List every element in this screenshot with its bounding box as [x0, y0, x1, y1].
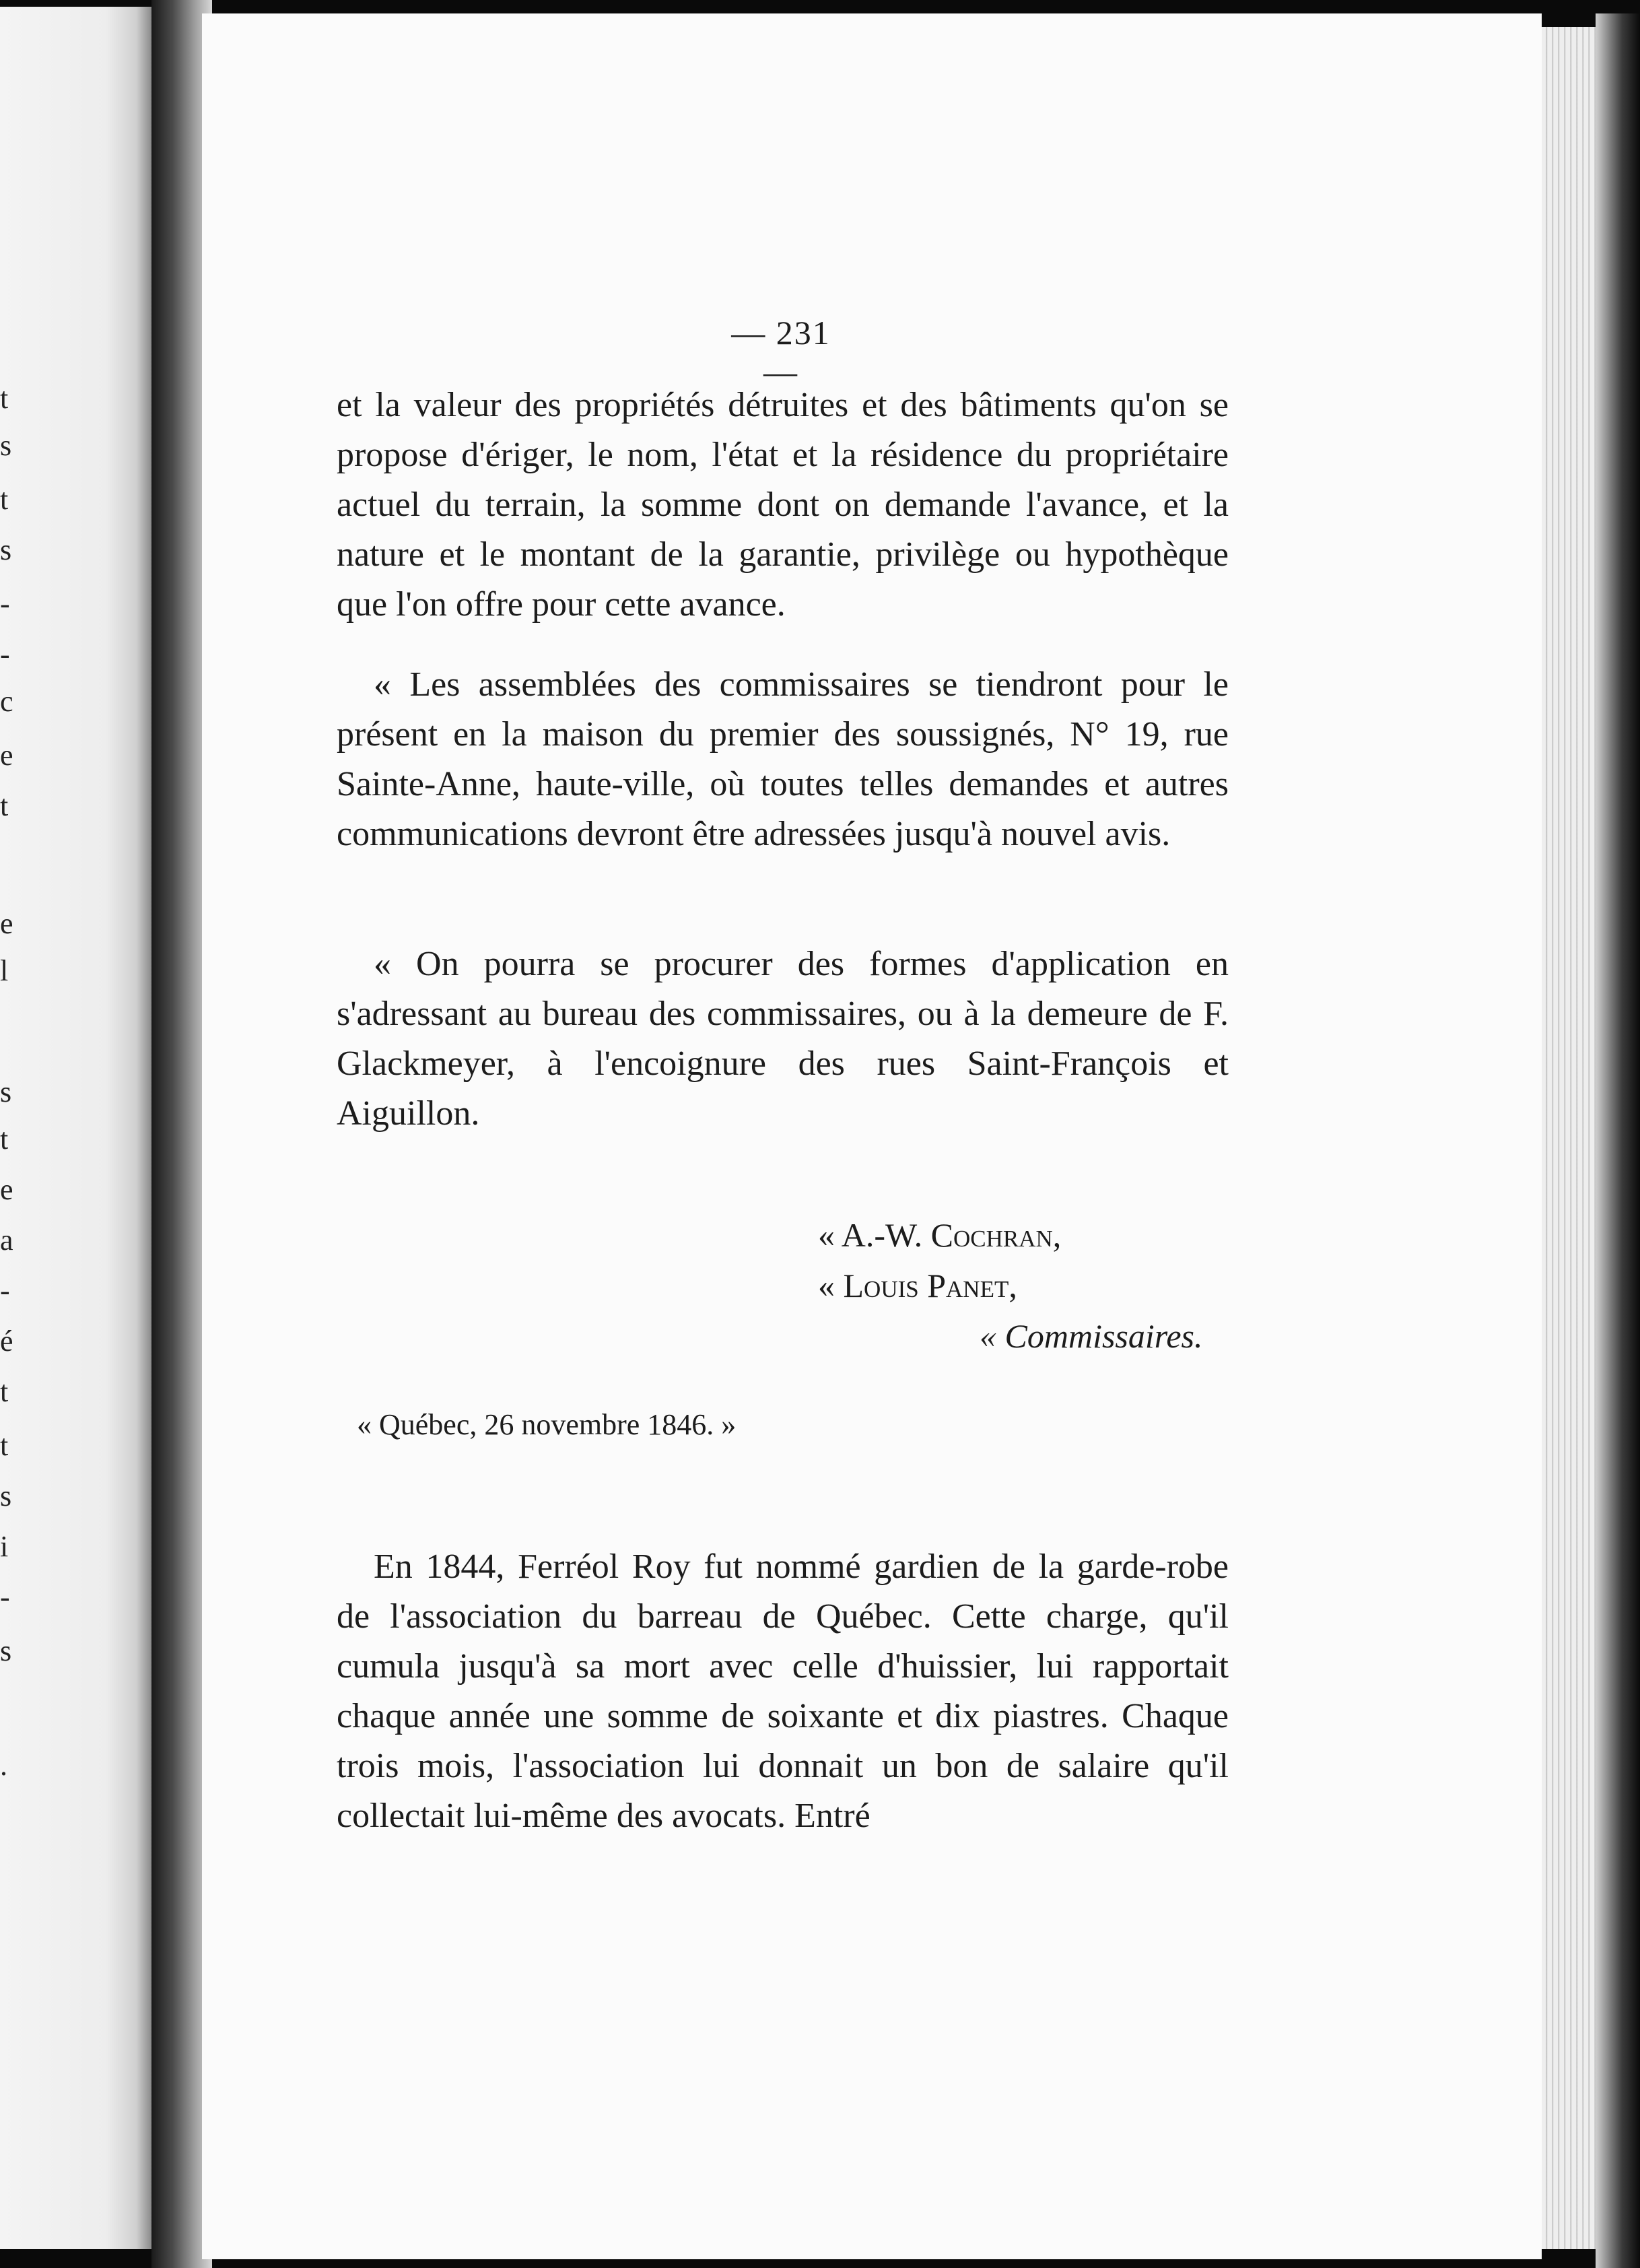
signature-cochran: « A.-W. Cochran, [818, 1216, 1062, 1254]
facing-page-letter: s [0, 533, 12, 566]
facing-page-letter: t [0, 483, 9, 516]
page-number: — 231 — [731, 314, 831, 391]
facing-page-letter: t [0, 1429, 9, 1462]
facing-page-letter: t [0, 789, 9, 822]
facing-page-letter: a [0, 1224, 13, 1257]
closing-paragraph: En 1844, Ferréol Roy fut nommé gardien de la garde-robe de l'association du barreau de Québec. Cette charge, qu'il cumula jusqu'à sa mort avec celle d'huissier, lui rapportait chaque année une somme de soixante et dix piastres. Chaque trois mois, l'association lui donnait un bon de salaire qu'il collectait lui-même des avocats. Entré [337, 1547, 1229, 1835]
facing-page-letter: i [0, 1530, 9, 1563]
signature-panet: « Louis Panet, [818, 1267, 1017, 1304]
facing-page-letter: l [0, 954, 9, 987]
book-cover-edge [1596, 13, 1640, 2268]
signature-commissaires: « Commissaires. [980, 1317, 1203, 1355]
facing-page-letter: s [0, 1634, 12, 1667]
paragraph-3: « On pourra se procurer des formes d'application en s'adressant au bureau des commissaires, ou à la demeure de F. Glackmeyer, à l'encoignure des rues Saint-François et Aiguillon. [337, 945, 1229, 1133]
facing-page-letter: t [0, 1123, 9, 1156]
facing-page-letter: - [0, 638, 10, 671]
date-line: « Québec, 26 novembre 1846. » [357, 1408, 737, 1441]
facing-page-letter: e [0, 907, 13, 940]
facing-page-letter: s [0, 429, 12, 462]
facing-page-letter: t [0, 1375, 9, 1408]
paragraph-2: « Les assemblées des commissaires se tiendront pour le présent en la maison du premier des soussignés, N° 19, rue Sainte-Anne, haute-ville, où toutes telles demandes et autres communications devront être adressées jusqu'à nouvel avis. [337, 665, 1229, 853]
facing-page-letter: . [0, 1749, 7, 1782]
facing-page-letter: é [0, 1325, 13, 1358]
paragraph-1: et la valeur des propriétés détruites et des bâtiments qu'on se propose d'ériger, le nom, l'état et la résidence du propriétaire actuel du terrain, la somme dont on demande l'avance, et la nature et le montant de la garantie, privilège ou hypothèque que l'on offre pour cette avance. [337, 386, 1229, 624]
facing-page-letter: t [0, 382, 9, 415]
page-stack-edge [1542, 27, 1596, 2249]
facing-page-letter: s [0, 1075, 12, 1108]
facing-page-letter: e [0, 1173, 13, 1206]
facing-page-edge [0, 7, 151, 2249]
facing-page-letter: c [0, 685, 13, 718]
facing-page-letter: e [0, 739, 13, 772]
facing-page-letter: - [0, 1580, 10, 1613]
facing-page-letter: - [0, 587, 10, 620]
facing-page-letter: s [0, 1479, 12, 1512]
facing-page-letter: - [0, 1274, 10, 1307]
